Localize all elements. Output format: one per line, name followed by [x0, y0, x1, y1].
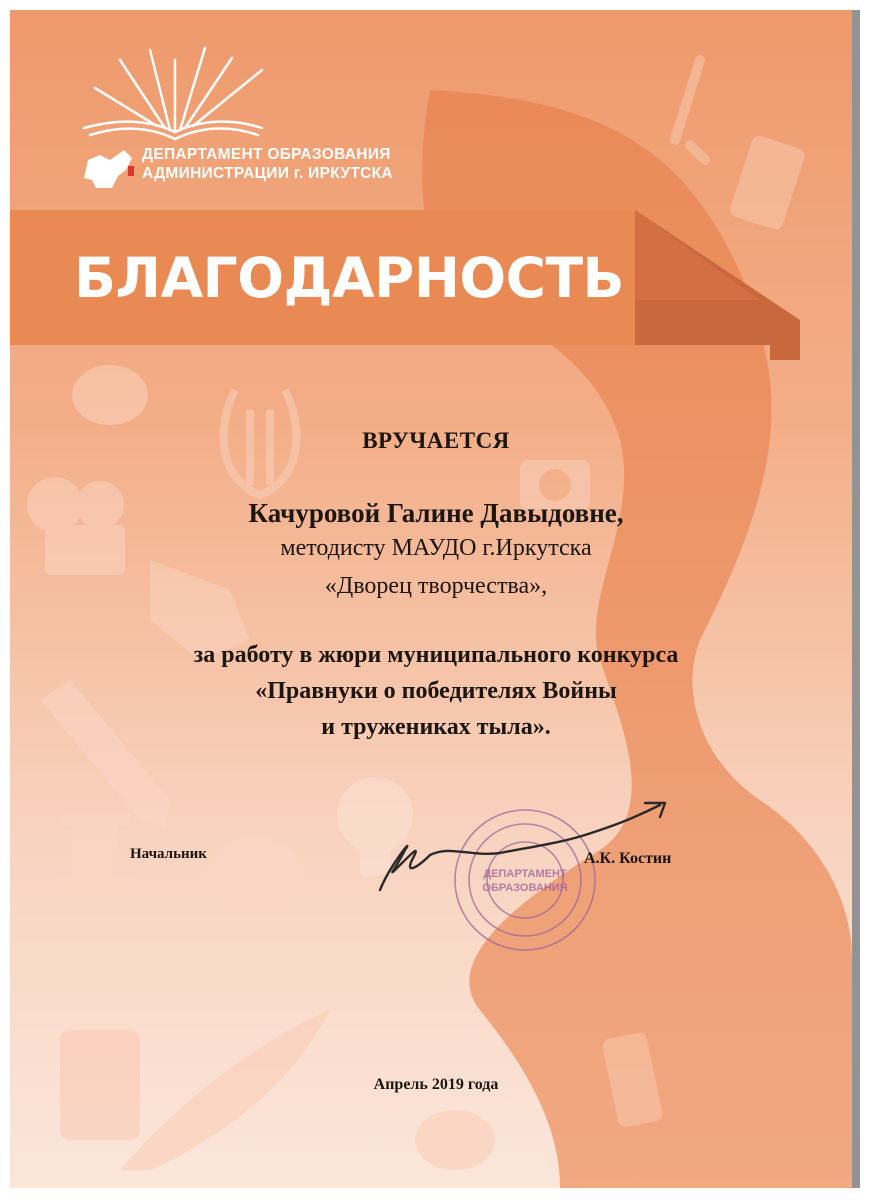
- logo-text-line2: АДМИНИСТРАЦИИ г. ИРКУТСКА: [142, 165, 393, 182]
- certificate-title: БЛАГОДАРНОСТЬ: [74, 246, 624, 310]
- reason-line1: за работу в жюри муниципального конкурса: [193, 642, 679, 668]
- stamp-text-line1: ДЕПАРТАМЕНТ: [483, 868, 567, 880]
- palette-icon-bottom: [415, 1110, 495, 1170]
- palette-icon: [207, 835, 303, 915]
- drama-mask-icon: [72, 365, 148, 425]
- reason-line2: «Правнуки о победителях Войны: [255, 678, 617, 704]
- recipient-position-line1: методисту МАУДО г.Иркутска: [280, 535, 592, 561]
- awarded-label: ВРУЧАЕТСЯ: [362, 428, 510, 453]
- reason-line3: и тружениках тыла».: [321, 714, 551, 740]
- signatory-role: Начальник: [130, 846, 207, 862]
- logo-text-line1: ДЕПАРТАМЕНТ ОБРАЗОВАНИЯ: [142, 146, 391, 163]
- issue-date: Апрель 2019 года: [373, 1076, 499, 1093]
- recipient-position-line2: «Дворец творчества»,: [324, 573, 548, 599]
- signatory-name: А.К. Костин: [584, 850, 672, 867]
- recipient-name: Качуровой Галине Давыдовне,: [248, 498, 624, 528]
- stamp-text-line2: ОБРАЗОВАНИЯ: [482, 882, 568, 894]
